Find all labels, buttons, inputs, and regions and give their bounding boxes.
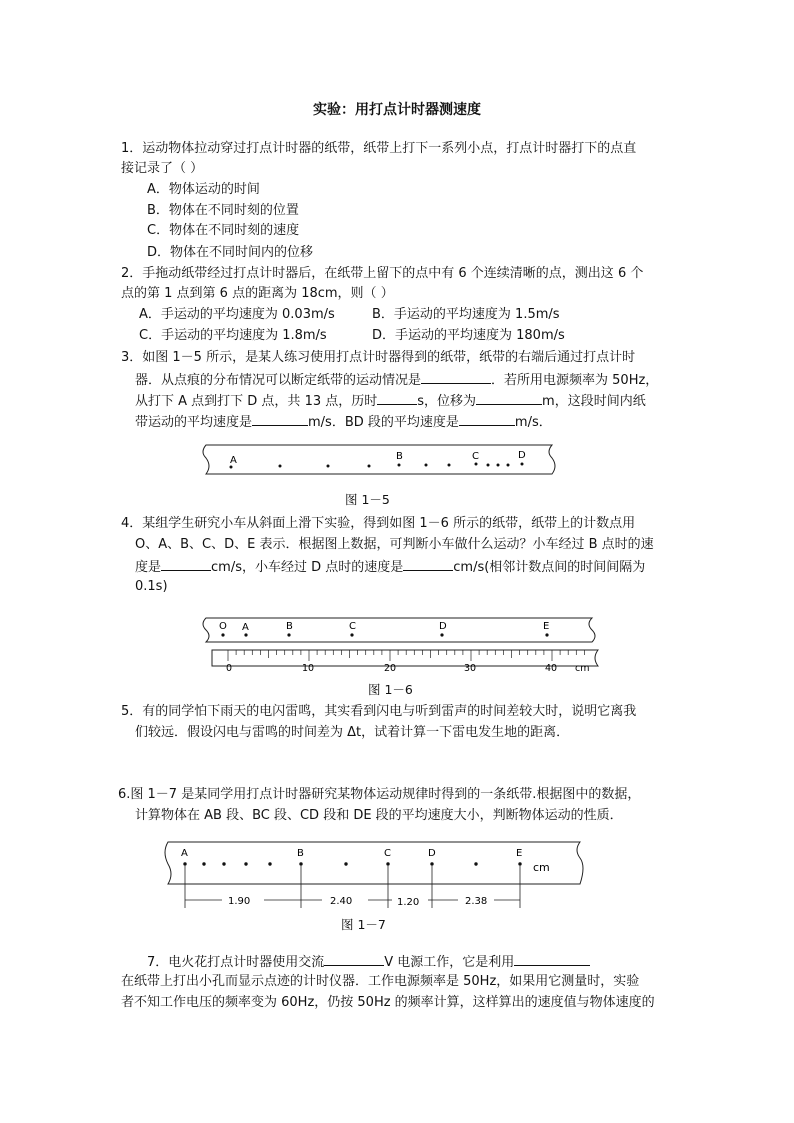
dot	[230, 466, 233, 469]
q2-line1: 2．手拖动纸带经过打点计时器后，在纸带上留下的点中有 6 个连续清晰的点，测出这 6 个	[121, 266, 644, 281]
figure-1-7-caption: 图 1－7	[341, 917, 386, 932]
tape-outline	[203, 618, 595, 642]
dot	[279, 465, 282, 468]
fig17-label-a: A	[181, 848, 188, 859]
ruler-label-30: 30	[464, 663, 477, 674]
dot	[521, 463, 524, 466]
q3-line3-text-a: 从打下 A 点到打下 D 点，共 13 点，历时	[135, 394, 378, 409]
dot	[440, 633, 443, 636]
distance-ab: 1.90	[228, 896, 251, 907]
q3-line4-text-b: m/s．BD 段的平均速度是	[308, 415, 459, 430]
q2-line2: 点的第 1 点到第 6 点的距离为 18cm，则（ ）	[121, 286, 394, 301]
fig16-label-d: D	[439, 621, 447, 632]
fig16-label-o: O	[219, 621, 227, 632]
q3-line4	[135, 412, 552, 432]
dot	[507, 464, 510, 467]
dot	[221, 633, 224, 636]
q3-line3-text-b: s，位移为	[417, 394, 477, 409]
ruler-outline	[212, 650, 598, 666]
figure-1-6-caption: 图 1－6	[368, 682, 413, 697]
figure-1-7-tape	[160, 838, 592, 912]
q5-line2: 们较远．假设闪电与雷鸣的时间差为 Δt，试着计算一下雷电发生地的距离．	[135, 725, 570, 740]
dot	[222, 862, 225, 865]
fig16-label-e: E	[543, 621, 550, 632]
dot	[244, 633, 247, 636]
ruler-label-0: 0	[226, 663, 233, 674]
q3-blank-average-speed[interactable]	[252, 412, 308, 426]
q3-blank-time[interactable]	[377, 391, 417, 405]
fig17-label-c: C	[384, 848, 391, 859]
q7-line1-text-a: 7．电火花打点计时器使用交流	[147, 955, 325, 970]
dot	[487, 464, 490, 467]
figure-1-6-tape-ruler	[194, 614, 614, 676]
q3-line4-text-a: 带运动的平均速度是	[135, 415, 253, 430]
dot	[350, 633, 353, 636]
q1-line2: 接记录了（ ）	[121, 161, 204, 176]
fig17-distance-labels	[228, 896, 487, 908]
fig17-label-b: B	[297, 848, 304, 859]
q3-line2-text-a: 器．从点痕的分布情况可以断定纸带的运动情况是	[135, 373, 422, 388]
dot	[497, 464, 500, 467]
q6-line2: 计算物体在 AB 段、BC 段、CD 段和 DE 段的平均速度大小，判断物体运动的性质．	[135, 808, 623, 823]
fig15-label-c: C	[472, 451, 479, 462]
fig17-label-e: E	[516, 848, 523, 859]
dot	[202, 862, 205, 865]
q7-blank-principle[interactable]	[514, 952, 590, 966]
q2-option-b: B．手运动的平均速度为 1.5m/s	[372, 307, 560, 322]
dot	[344, 862, 347, 865]
tape-outline	[203, 445, 555, 474]
q6-line1: 6.图 1－7 是某同学用打点计时器研究某物体运动规律时得到的一条纸带.根据图中的数据，	[118, 787, 641, 802]
q4-blank-d-speed[interactable]	[403, 557, 453, 571]
q4-line4: 0.1s)	[135, 579, 168, 594]
q3-line4-text-c: m/s．	[514, 415, 552, 430]
ruler-label-10: 10	[302, 663, 315, 674]
fig17-unit: cm	[533, 861, 550, 874]
dot	[518, 862, 521, 865]
q1-option-c: C．物体在不同时刻的速度	[147, 223, 300, 238]
q3-line1: 3．如图 1－5 所示，是某人练习使用打点计时器得到的纸带，纸带的右端后通过打点计时	[121, 350, 636, 365]
q4-line3	[135, 557, 645, 577]
q3-blank-bd-speed[interactable]	[459, 412, 515, 426]
dot	[448, 464, 451, 467]
dot	[368, 465, 371, 468]
q3-line2	[135, 370, 658, 390]
dot	[474, 862, 477, 865]
q7-line1	[147, 952, 590, 972]
dot	[475, 463, 478, 466]
distance-bc: 2.40	[330, 896, 353, 907]
dot	[425, 464, 428, 467]
q5-line1: 5．有的同学怕下雨天的电闪雷鸣，其实看到闪电与听到雷声的时间差较大时，说明它离我	[121, 704, 637, 719]
fig17-label-d: D	[428, 848, 436, 859]
q1-option-a: A．物体运动的时间	[147, 182, 260, 197]
q2-option-d: D．手运动的平均速度为 180m/s	[372, 328, 565, 343]
q2-option-a: A．手运动的平均速度为 0.03m/s	[139, 307, 335, 322]
q7-line2: 在纸带上打出小孔而显示点迹的计时仪器．工作电源频率是 50Hz，如果用它测量时，实验	[121, 974, 640, 989]
dot	[545, 633, 548, 636]
q4-line1: 4．某组学生研究小车从斜面上滑下实验，得到如图 1－6 所示的纸带，纸带上的计数点用	[121, 516, 636, 531]
q7-line3: 者不知工作电压的频率变为 60Hz，仍按 50Hz 的频率计算，这样算出的速度值与物体速度的	[121, 995, 655, 1010]
fig16-label-c: C	[349, 621, 356, 632]
q4-line2: O、A、B、C、D、E 表示．根据图上数据，可判断小车做什么运动？小车经过 B 点时的速	[135, 537, 654, 552]
q7-line1-text-b: V 电源工作，它是利用	[384, 955, 515, 970]
q3-blank-motion[interactable]	[421, 370, 491, 384]
ruler-label-40: 40	[545, 663, 558, 674]
ruler-unit: cm	[575, 663, 590, 674]
q3-line3-text-c: m，这段时间内纸	[542, 394, 646, 409]
q4-line3-text-b: cm/s，小车经过 D 点时的速度是	[211, 560, 404, 575]
distance-de: 2.38	[465, 896, 488, 907]
dot	[327, 465, 330, 468]
q4-line3-text-c: cm/s(相邻计数点间的时间间隔为	[453, 560, 646, 575]
dot	[299, 862, 302, 865]
q7-blank-voltage[interactable]	[324, 952, 384, 966]
q3-blank-displacement[interactable]	[476, 391, 542, 405]
q1-option-d: D．物体在不同时间内的位移	[147, 245, 314, 260]
q3-line3	[135, 391, 646, 411]
figure-1-5-caption: 图 1－5	[345, 492, 390, 507]
page-title: 实验：用打点计时器测速度	[313, 102, 481, 118]
ruler-label-20: 20	[384, 663, 397, 674]
figure-1-5-tape	[196, 440, 562, 486]
fig15-label-a: A	[230, 455, 237, 466]
fig16-label-b: B	[286, 621, 293, 632]
q3-line2-text-b: ．若所用电源频率为 50Hz，	[491, 373, 659, 388]
dot	[183, 862, 186, 865]
fig16-label-a: A	[242, 622, 249, 633]
q2-option-c: C．手运动的平均速度为 1.8m/s	[139, 328, 327, 343]
q4-blank-b-speed[interactable]	[161, 557, 211, 571]
q1-line1: 1．运动物体拉动穿过打点计时器的纸带，纸带上打下一系列小点，打点计时器打下的点直	[121, 141, 637, 156]
fig15-label-d: D	[518, 450, 526, 461]
dot	[398, 464, 401, 467]
fig15-label-b: B	[396, 451, 403, 462]
distance-cd: 1.20	[397, 897, 420, 908]
dot	[287, 633, 290, 636]
dot	[386, 862, 389, 865]
dot	[268, 862, 271, 865]
dot	[430, 862, 433, 865]
q1-option-b: B．物体在不同时刻的位置	[147, 203, 299, 218]
dot	[244, 862, 247, 865]
q4-line3-text-a: 度是	[135, 560, 162, 575]
